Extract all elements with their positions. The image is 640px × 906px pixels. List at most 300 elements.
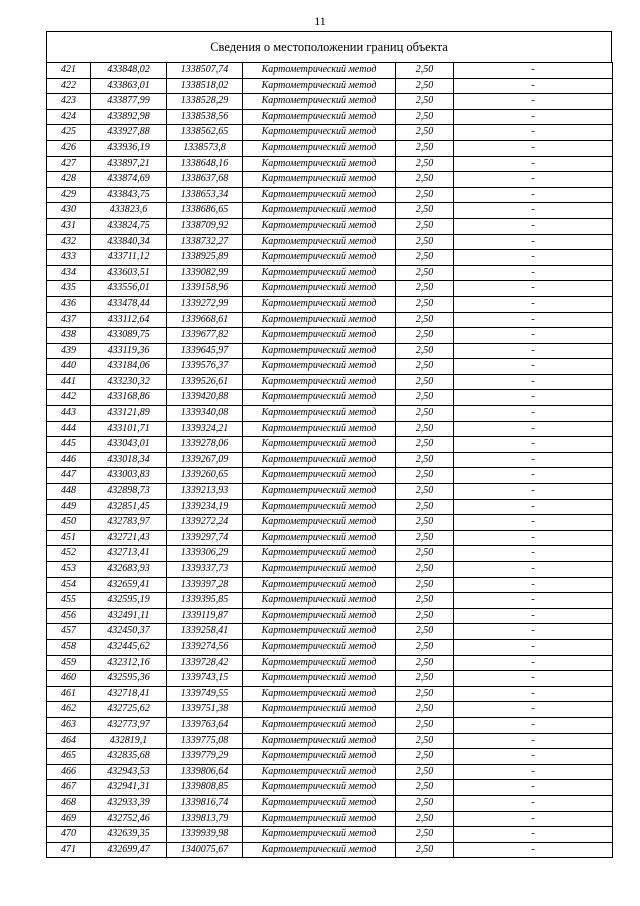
x-coordinate-cell: 433877,99 [91,94,167,110]
method-cell: Картометрический метод [243,733,396,749]
description-cell: - [454,78,613,94]
x-coordinate-cell: 433230,32 [91,374,167,390]
x-coordinate-cell: 432941,31 [91,780,167,796]
method-cell: Картометрический метод [243,639,396,655]
method-cell: Картометрический метод [243,140,396,156]
x-coordinate-cell: 432851,45 [91,499,167,515]
x-coordinate-cell: 432683,93 [91,562,167,578]
accuracy-cell: 2,50 [396,250,454,266]
coordinates-table-body [47,63,613,858]
table-row [47,733,613,749]
y-coordinate-cell: 1339272,99 [167,296,243,312]
method-cell: Картометрический метод [243,312,396,328]
point-number-cell: 440 [47,359,91,375]
y-coordinate-cell: 1339397,28 [167,577,243,593]
table-row [47,187,613,203]
point-number-cell: 446 [47,452,91,468]
accuracy-cell: 2,50 [396,421,454,437]
table-row [47,94,613,110]
method-cell: Картометрический метод [243,764,396,780]
accuracy-cell: 2,50 [396,359,454,375]
table-row [47,671,613,687]
description-cell: - [454,577,613,593]
accuracy-cell: 2,50 [396,749,454,765]
accuracy-cell: 2,50 [396,499,454,515]
y-coordinate-cell: 1339749,55 [167,686,243,702]
table-row [47,452,613,468]
y-coordinate-cell: 1339395,85 [167,593,243,609]
accuracy-cell: 2,50 [396,296,454,312]
y-coordinate-cell: 1339806,64 [167,764,243,780]
y-coordinate-cell: 1339260,65 [167,468,243,484]
method-cell: Картометрический метод [243,577,396,593]
accuracy-cell: 2,50 [396,733,454,749]
x-coordinate-cell: 433478,44 [91,296,167,312]
accuracy-cell: 2,50 [396,811,454,827]
method-cell: Картометрический метод [243,63,396,79]
description-cell: - [454,187,613,203]
point-number-cell: 460 [47,671,91,687]
y-coordinate-cell: 1339267,09 [167,452,243,468]
description-cell: - [454,639,613,655]
description-cell: - [454,764,613,780]
point-number-cell: 461 [47,686,91,702]
table-row [47,328,613,344]
method-cell: Картометрический метод [243,749,396,765]
method-cell: Картометрический метод [243,671,396,687]
y-coordinate-cell: 1339340,08 [167,406,243,422]
method-cell: Картометрический метод [243,546,396,562]
method-cell: Картометрический метод [243,655,396,671]
point-number-cell: 447 [47,468,91,484]
description-cell: - [454,125,613,141]
table-row [47,109,613,125]
y-coordinate-cell: 1339272,24 [167,515,243,531]
description-cell: - [454,250,613,266]
table-row [47,296,613,312]
point-number-cell: 433 [47,250,91,266]
x-coordinate-cell: 432699,47 [91,842,167,858]
description-cell: - [454,63,613,79]
x-coordinate-cell: 432721,43 [91,530,167,546]
y-coordinate-cell: 1338732,27 [167,234,243,250]
point-number-cell: 429 [47,187,91,203]
point-number-cell: 424 [47,109,91,125]
x-coordinate-cell: 432450,37 [91,624,167,640]
method-cell: Картометрический метод [243,484,396,500]
table-row [47,577,613,593]
x-coordinate-cell: 433119,36 [91,343,167,359]
y-coordinate-cell: 1338507,74 [167,63,243,79]
point-number-cell: 441 [47,374,91,390]
table-row [47,749,613,765]
table-row [47,156,613,172]
x-coordinate-cell: 433184,06 [91,359,167,375]
table-row [47,343,613,359]
point-number-cell: 442 [47,390,91,406]
point-number-cell: 470 [47,827,91,843]
description-cell: - [454,780,613,796]
description-cell: - [454,140,613,156]
method-cell: Картометрический метод [243,593,396,609]
accuracy-cell: 2,50 [396,94,454,110]
table-row [47,608,613,624]
point-number-cell: 428 [47,172,91,188]
table-row [47,842,613,858]
y-coordinate-cell: 1339751,38 [167,702,243,718]
y-coordinate-cell: 1338518,02 [167,78,243,94]
point-number-cell: 439 [47,343,91,359]
method-cell: Картометрический метод [243,406,396,422]
x-coordinate-cell: 432445,62 [91,639,167,655]
accuracy-cell: 2,50 [396,562,454,578]
y-coordinate-cell: 1339743,15 [167,671,243,687]
table-row [47,140,613,156]
method-cell: Картометрический метод [243,390,396,406]
x-coordinate-cell: 432491,11 [91,608,167,624]
y-coordinate-cell: 1339119,87 [167,608,243,624]
accuracy-cell: 2,50 [396,218,454,234]
y-coordinate-cell: 1338562,65 [167,125,243,141]
y-coordinate-cell: 1339082,99 [167,265,243,281]
point-number-cell: 422 [47,78,91,94]
accuracy-cell: 2,50 [396,63,454,79]
method-cell: Картометрический метод [243,686,396,702]
description-cell: - [454,484,613,500]
table-title: Сведения о местоположении границ объекта [46,31,612,62]
description-cell: - [454,156,613,172]
table-row [47,250,613,266]
x-coordinate-cell: 433003,83 [91,468,167,484]
point-number-cell: 455 [47,593,91,609]
table-row [47,390,613,406]
x-coordinate-cell: 433863,01 [91,78,167,94]
point-number-cell: 432 [47,234,91,250]
point-number-cell: 434 [47,265,91,281]
table-row [47,795,613,811]
x-coordinate-cell: 433892,98 [91,109,167,125]
y-coordinate-cell: 1340075,67 [167,842,243,858]
x-coordinate-cell: 432713,41 [91,546,167,562]
table-row [47,406,613,422]
table-row [47,593,613,609]
x-coordinate-cell: 432595,19 [91,593,167,609]
description-cell: - [454,406,613,422]
point-number-cell: 435 [47,281,91,297]
method-cell: Картометрический метод [243,328,396,344]
x-coordinate-cell: 433101,71 [91,421,167,437]
description-cell: - [454,795,613,811]
point-number-cell: 421 [47,63,91,79]
y-coordinate-cell: 1339808,85 [167,780,243,796]
description-cell: - [454,515,613,531]
method-cell: Картометрический метод [243,187,396,203]
x-coordinate-cell: 432819,1 [91,733,167,749]
point-number-cell: 449 [47,499,91,515]
description-cell: - [454,109,613,125]
table-row [47,234,613,250]
description-cell: - [454,546,613,562]
description-cell: - [454,234,613,250]
table-row [47,484,613,500]
point-number-cell: 469 [47,811,91,827]
table-row [47,717,613,733]
accuracy-cell: 2,50 [396,203,454,219]
table-row [47,63,613,79]
table-row [47,811,613,827]
method-cell: Картометрический метод [243,608,396,624]
table-row [47,546,613,562]
point-number-cell: 423 [47,94,91,110]
description-cell: - [454,842,613,858]
y-coordinate-cell: 1338648,16 [167,156,243,172]
description-cell: - [454,499,613,515]
description-cell: - [454,421,613,437]
table-row [47,515,613,531]
table-row [47,639,613,655]
description-cell: - [454,218,613,234]
y-coordinate-cell: 1338538,56 [167,109,243,125]
y-coordinate-cell: 1338573,8 [167,140,243,156]
description-cell: - [454,312,613,328]
description-cell: - [454,296,613,312]
method-cell: Картометрический метод [243,717,396,733]
method-cell: Картометрический метод [243,203,396,219]
description-cell: - [454,265,613,281]
y-coordinate-cell: 1338686,65 [167,203,243,219]
x-coordinate-cell: 433840,34 [91,234,167,250]
description-cell: - [454,437,613,453]
y-coordinate-cell: 1339234,19 [167,499,243,515]
y-coordinate-cell: 1339278,06 [167,437,243,453]
x-coordinate-cell: 433823,6 [91,203,167,219]
method-cell: Картометрический метод [243,811,396,827]
point-number-cell: 450 [47,515,91,531]
y-coordinate-cell: 1339274,56 [167,639,243,655]
accuracy-cell: 2,50 [396,78,454,94]
y-coordinate-cell: 1338653,34 [167,187,243,203]
y-coordinate-cell: 1339645,97 [167,343,243,359]
point-number-cell: 463 [47,717,91,733]
point-number-cell: 456 [47,608,91,624]
x-coordinate-cell: 432933,39 [91,795,167,811]
y-coordinate-cell: 1339779,29 [167,749,243,765]
point-number-cell: 430 [47,203,91,219]
description-cell: - [454,530,613,546]
x-coordinate-cell: 433603,51 [91,265,167,281]
x-coordinate-cell: 433848,02 [91,63,167,79]
accuracy-cell: 2,50 [396,515,454,531]
description-cell: - [454,624,613,640]
point-number-cell: 427 [47,156,91,172]
point-number-cell: 426 [47,140,91,156]
x-coordinate-cell: 432718,41 [91,686,167,702]
method-cell: Картометрический метод [243,250,396,266]
y-coordinate-cell: 1339677,82 [167,328,243,344]
point-number-cell: 451 [47,530,91,546]
method-cell: Картометрический метод [243,437,396,453]
x-coordinate-cell: 432659,41 [91,577,167,593]
accuracy-cell: 2,50 [396,374,454,390]
table-row [47,686,613,702]
y-coordinate-cell: 1339158,96 [167,281,243,297]
x-coordinate-cell: 433874,69 [91,172,167,188]
x-coordinate-cell: 433711,12 [91,250,167,266]
method-cell: Картометрический метод [243,172,396,188]
y-coordinate-cell: 1339420,88 [167,390,243,406]
description-cell: - [454,686,613,702]
table-row [47,125,613,141]
y-coordinate-cell: 1339526,61 [167,374,243,390]
method-cell: Картометрический метод [243,281,396,297]
description-cell: - [454,827,613,843]
x-coordinate-cell: 433843,75 [91,187,167,203]
point-number-cell: 471 [47,842,91,858]
y-coordinate-cell: 1339775,08 [167,733,243,749]
method-cell: Картометрический метод [243,499,396,515]
accuracy-cell: 2,50 [396,109,454,125]
point-number-cell: 438 [47,328,91,344]
accuracy-cell: 2,50 [396,234,454,250]
description-cell: - [454,281,613,297]
table-row [47,780,613,796]
y-coordinate-cell: 1339813,79 [167,811,243,827]
description-cell: - [454,749,613,765]
accuracy-cell: 2,50 [396,717,454,733]
point-number-cell: 464 [47,733,91,749]
description-cell: - [454,359,613,375]
method-cell: Картометрический метод [243,468,396,484]
point-number-cell: 437 [47,312,91,328]
x-coordinate-cell: 433018,34 [91,452,167,468]
description-cell: - [454,203,613,219]
y-coordinate-cell: 1339324,21 [167,421,243,437]
accuracy-cell: 2,50 [396,437,454,453]
accuracy-cell: 2,50 [396,530,454,546]
accuracy-cell: 2,50 [396,655,454,671]
y-coordinate-cell: 1339213,93 [167,484,243,500]
method-cell: Картометрический метод [243,421,396,437]
method-cell: Картометрический метод [243,343,396,359]
method-cell: Картометрический метод [243,452,396,468]
accuracy-cell: 2,50 [396,671,454,687]
y-coordinate-cell: 1339668,61 [167,312,243,328]
accuracy-cell: 2,50 [396,639,454,655]
description-cell: - [454,343,613,359]
table-row [47,437,613,453]
method-cell: Картометрический метод [243,234,396,250]
point-number-cell: 468 [47,795,91,811]
x-coordinate-cell: 432773,97 [91,717,167,733]
accuracy-cell: 2,50 [396,702,454,718]
table-row [47,281,613,297]
page-number: 11 [314,14,326,28]
method-cell: Картометрический метод [243,265,396,281]
accuracy-cell: 2,50 [396,795,454,811]
y-coordinate-cell: 1338528,29 [167,94,243,110]
table-row [47,764,613,780]
method-cell: Картометрический метод [243,780,396,796]
description-cell: - [454,717,613,733]
accuracy-cell: 2,50 [396,312,454,328]
point-number-cell: 466 [47,764,91,780]
description-cell: - [454,608,613,624]
table-row [47,827,613,843]
method-cell: Картометрический метод [243,125,396,141]
table-row [47,78,613,94]
point-number-cell: 453 [47,562,91,578]
description-cell: - [454,562,613,578]
point-number-cell: 444 [47,421,91,437]
method-cell: Картометрический метод [243,702,396,718]
accuracy-cell: 2,50 [396,343,454,359]
x-coordinate-cell: 433121,89 [91,406,167,422]
method-cell: Картометрический метод [243,842,396,858]
method-cell: Картометрический метод [243,156,396,172]
description-cell: - [454,374,613,390]
table-row [47,374,613,390]
y-coordinate-cell: 1339939,98 [167,827,243,843]
accuracy-cell: 2,50 [396,156,454,172]
point-number-cell: 425 [47,125,91,141]
x-coordinate-cell: 432835,68 [91,749,167,765]
table-row [47,702,613,718]
point-number-cell: 459 [47,655,91,671]
method-cell: Картометрический метод [243,795,396,811]
point-number-cell: 443 [47,406,91,422]
x-coordinate-cell: 433043,01 [91,437,167,453]
method-cell: Картометрический метод [243,530,396,546]
accuracy-cell: 2,50 [396,468,454,484]
description-cell: - [454,94,613,110]
accuracy-cell: 2,50 [396,125,454,141]
accuracy-cell: 2,50 [396,608,454,624]
x-coordinate-cell: 433927,88 [91,125,167,141]
point-number-cell: 457 [47,624,91,640]
accuracy-cell: 2,50 [396,577,454,593]
table-row [47,499,613,515]
point-number-cell: 454 [47,577,91,593]
method-cell: Картометрический метод [243,94,396,110]
description-cell: - [454,172,613,188]
x-coordinate-cell: 433897,21 [91,156,167,172]
description-cell: - [454,390,613,406]
point-number-cell: 458 [47,639,91,655]
method-cell: Картометрический метод [243,78,396,94]
method-cell: Картометрический метод [243,515,396,531]
x-coordinate-cell: 432639,35 [91,827,167,843]
x-coordinate-cell: 432752,46 [91,811,167,827]
method-cell: Картометрический метод [243,359,396,375]
table-row [47,203,613,219]
table-row [47,172,613,188]
table-row [47,312,613,328]
accuracy-cell: 2,50 [396,265,454,281]
point-number-cell: 462 [47,702,91,718]
accuracy-cell: 2,50 [396,593,454,609]
description-cell: - [454,702,613,718]
coordinates-table-frame [46,31,612,858]
y-coordinate-cell: 1339576,37 [167,359,243,375]
table-row [47,468,613,484]
method-cell: Картометрический метод [243,562,396,578]
y-coordinate-cell: 1338709,92 [167,218,243,234]
y-coordinate-cell: 1339258,41 [167,624,243,640]
y-coordinate-cell: 1339306,29 [167,546,243,562]
description-cell: - [454,671,613,687]
table-row [47,624,613,640]
x-coordinate-cell: 432943,53 [91,764,167,780]
